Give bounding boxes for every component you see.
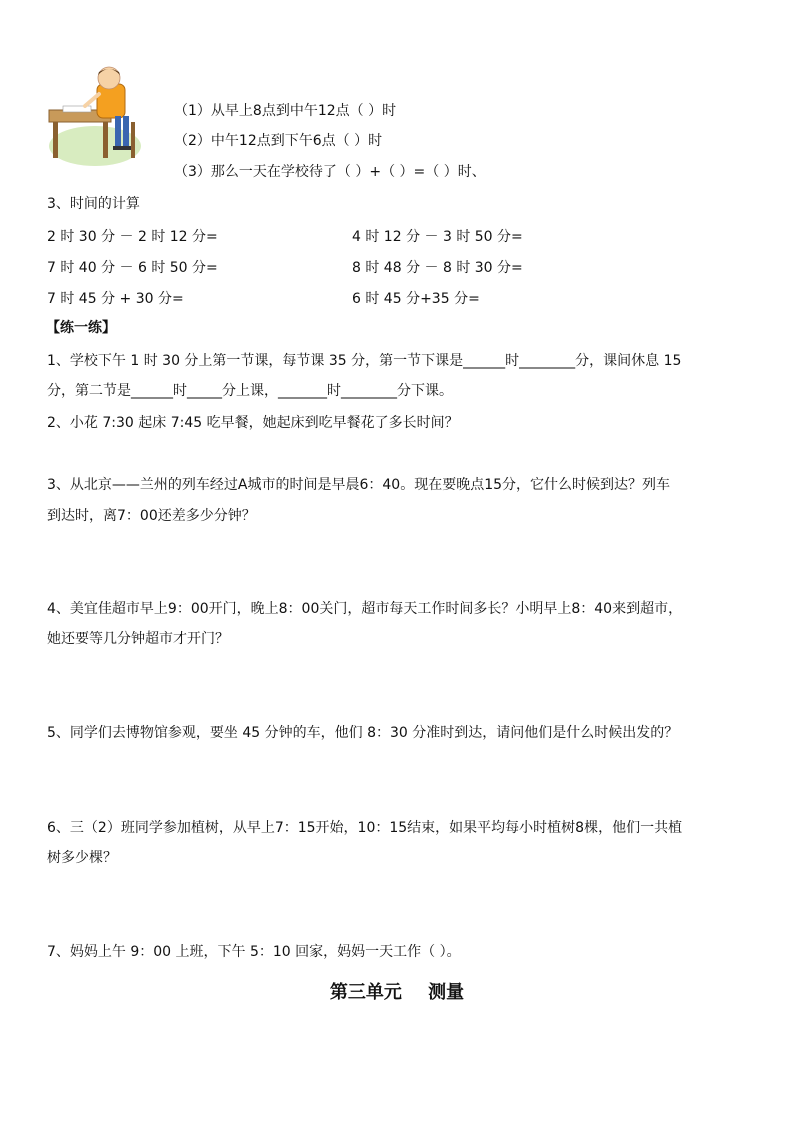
unit-title xyxy=(0,978,794,1004)
practice-question-7: 7、妈妈上午 9：00 上班，下午 5：10 回家，妈妈一天工作（ ）。 xyxy=(47,944,461,960)
calc-item: 8 时 48 分 － 8 时 30 分= xyxy=(352,260,523,276)
practice-question-6-line-1: 6、三（2）班同学参加植树，从早上7：15开始，10：15结束，如果平均每小时植树8棵，他们一共植 xyxy=(47,820,683,836)
practice-question-5: 5、同学们去博物馆参观，要坐 45 分钟的车，他们 8：30 分准时到达，请问他们是什么时候出发的？ xyxy=(47,725,679,741)
unit-title-number: 第三单元 xyxy=(329,982,402,1003)
practice-question-4-line-1: 4、美宜佳超市早上9：00开门，晚上8：00关门，超市每天工作时间多长？小明早上8：40来到超市， xyxy=(47,601,683,617)
practice-question-3-line-1: 3、从北京——兰州的列车经过A城市的时间是早晨6：40。现在要晚点15分，它什么时候到达？列车 xyxy=(47,477,671,493)
practice-question-3-line-2: 到达时，离7：00还差多少分钟？ xyxy=(47,508,256,524)
practice-question-1-line-1: 1、学校下午 1 时 30 分上第一节课，每节课 35 分，第一节下课是______时________分，课间休息 15 xyxy=(47,353,682,369)
practice-question-4-line-2: 她还要等几分钟超市才开门？ xyxy=(47,631,229,647)
calc-item: 4 时 12 分 － 3 时 50 分= xyxy=(352,229,523,245)
practice-heading: 【练一练】 xyxy=(46,320,116,336)
practice-question-6-line-2: 树多少棵？ xyxy=(47,850,117,866)
unit-title-name: 测量 xyxy=(428,982,465,1003)
question-hours-afternoon: （2）中午12点到下午6点（ ）时 xyxy=(174,133,383,149)
section-heading-time-calculation: 3、时间的计算 xyxy=(47,196,140,212)
practice-question-2: 2、小花 7:30 起床 7:45 吃早餐，她起床到吃早餐花了多长时间？ xyxy=(47,415,459,431)
question-hours-morning: （1）从早上8点到中午12点（ ）时 xyxy=(174,103,397,119)
calc-item: 2 时 30 分 － 2 时 12 分= xyxy=(47,229,218,245)
question-hours-total: （3）那么一天在学校待了（ ）+（ ）=（ ）时、 xyxy=(174,164,486,180)
calc-item: 6 时 45 分+35 分= xyxy=(352,291,480,307)
practice-question-1-line-2: 分，第二节是______时_____分上课，_______时________分下课。 xyxy=(47,383,453,399)
student-at-desk-illustration xyxy=(47,66,143,166)
calc-item: 7 时 40 分 － 6 时 50 分= xyxy=(47,260,218,276)
calc-item: 7 时 45 分 + 30 分= xyxy=(47,291,184,307)
